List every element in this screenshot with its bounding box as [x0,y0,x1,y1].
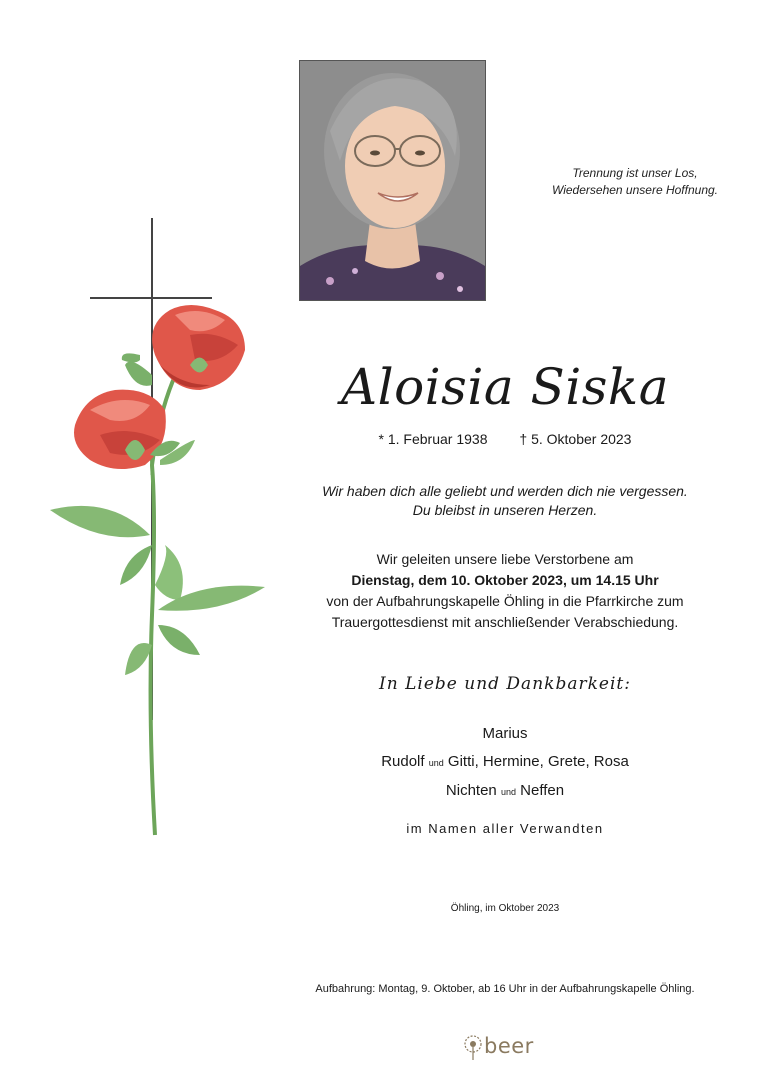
portrait-photo [299,60,486,301]
family-line-2 [300,748,710,777]
quote-line-1: Trennung ist unser Los, [572,166,698,180]
life-dates [300,430,710,448]
family-line-3-a: Nichten [445,782,497,799]
cross-with-roses-illustration [40,215,280,840]
portrait-illustration [300,61,485,300]
logo-text: beer [484,1034,534,1058]
beer-logo [462,1032,552,1062]
motto-line-1: Wir haben dich alle geliebt und werden dich nie vergessen. [322,483,688,499]
service-line-3: von der Aufbahrungskapelle Öhling in die Pfarrkirche zum [326,593,684,609]
relatives-note: im Namen aller Verwandten [406,821,604,836]
family-line-3 [300,777,710,806]
death-date: † 5. Oktober 2023 [519,431,632,447]
quote-line-2: Wiedersehen unsere Hoffnung. [552,183,718,197]
family-line-1: Marius [482,725,528,742]
motto [280,482,730,520]
deceased-name: Aloisia Siska [340,358,670,416]
place-date: Öhling, im Oktober 2023 [450,903,560,914]
family-line-3-und: und [500,787,516,797]
birth-date: * 1. Februar 1938 [378,431,488,447]
quote [520,165,750,199]
aufbahrung-note: Aufbahrung: Montag, 9. Oktober, ab 16 Uhr in der Aufbahrungskapelle Öhling. [315,983,695,995]
service-datetime: Dienstag, dem 10. Oktober 2023, um 14.15 Uhr [351,572,659,588]
family-line-2-und: und [428,758,444,768]
service-info [280,549,730,633]
dandelion-icon [462,1034,484,1062]
family-line-2-a: Rudolf [381,753,425,770]
family-line-2-b: Gitti, Hermine, Grete, Rosa [447,753,629,770]
service-line-1: Wir geleiten unsere liebe Verstorbene am [376,551,634,567]
dankbarkeit-heading: In Liebe und Dankbarkeit: [379,674,631,694]
service-line-4: Trauergottesdienst mit anschließender Verabschiedung. [331,614,679,630]
motto-line-2: Du bleibst in unseren Herzen. [412,502,598,518]
family-list [300,720,710,806]
family-line-3-b: Neffen [520,782,565,799]
